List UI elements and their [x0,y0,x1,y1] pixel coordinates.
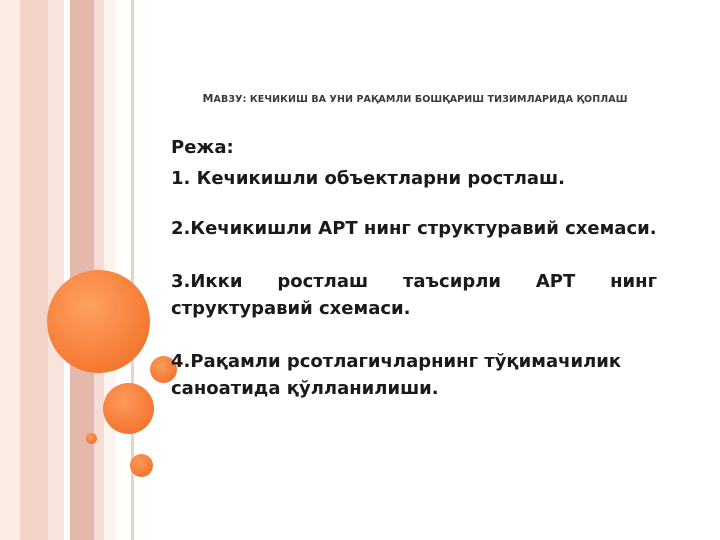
decor-circle-small-2 [130,454,153,477]
decor-stripe-1 [0,0,20,540]
decor-circle-medium [103,383,154,434]
plan-item-1: 1. Кечикишли объектларни ростлаш. [171,168,566,189]
decor-circle-tiny [86,433,97,444]
decor-circle-large [47,270,150,373]
plan-heading: Режа: [171,137,234,158]
plan-item-2: 2.Кечикишли АРТ нинг структуравий схемаси. [171,218,657,239]
slide-content [171,134,657,402]
decor-stripe-2 [20,0,48,540]
plan-item-3: 3.Икки ростлаш таъсирли АРТ нинг структуравий схемаси. [171,271,657,319]
plan-item-4: 4.Рақамли рсотлагичларнинг тўқимачилик саноатида қўлланилиши. [171,351,622,399]
slide-title [185,92,645,105]
slide-title-initial: М [202,92,214,105]
slide-title-rest: АВЗУ: КЕЧИКИШ ВА УНИ РАҚАМЛИ БОШҚАРИШ ТИЗИМЛАРИДА ҚОПЛАШ [213,94,628,105]
decor-stripe-3 [48,0,64,540]
